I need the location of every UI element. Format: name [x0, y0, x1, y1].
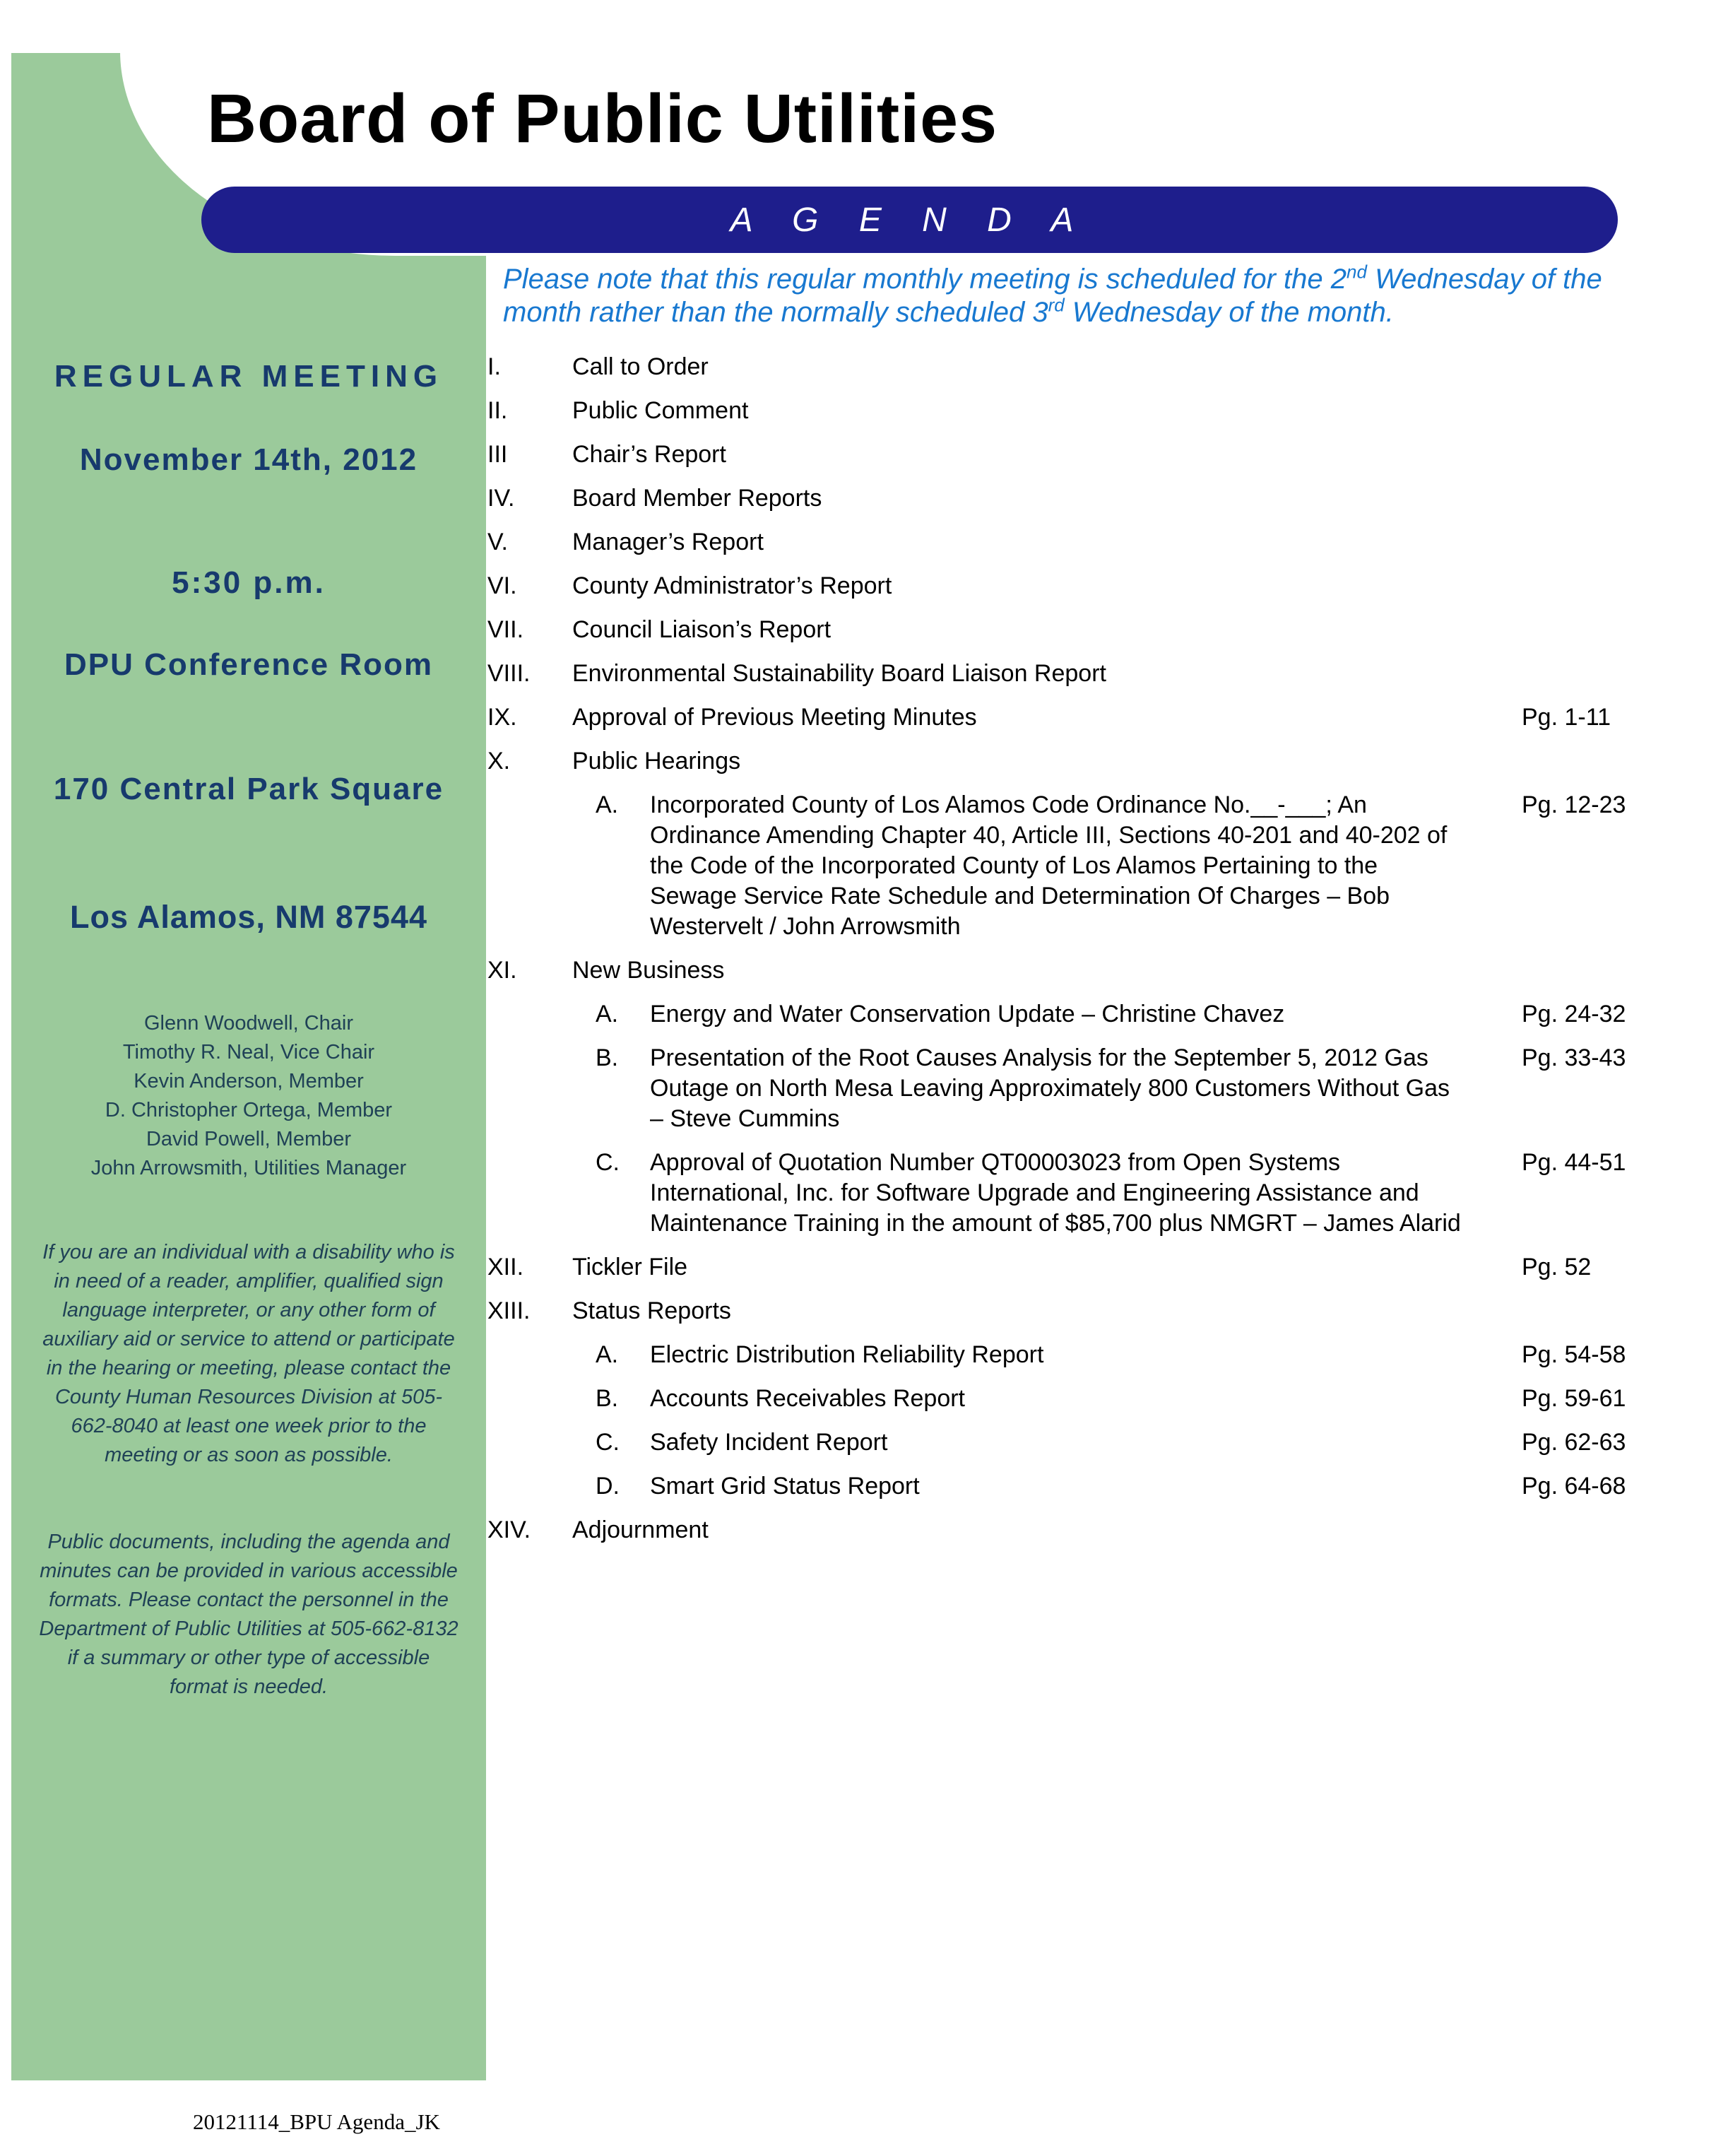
board-member: Timothy R. Neal, Vice Chair — [122, 1041, 375, 1064]
item-page: Pg. 52 — [1522, 1254, 1592, 1280]
item-text: Status Reports — [572, 1297, 731, 1324]
item-page: Pg. 64-68 — [1522, 1473, 1626, 1500]
agenda-item — [487, 396, 1632, 426]
item-text: Approval of Previous Meeting Minutes — [572, 704, 977, 731]
agenda-item — [487, 440, 1632, 470]
item-numeral: III — [487, 441, 508, 468]
subitem-text: Accounts Receivables Report — [650, 1385, 966, 1412]
agenda-list — [487, 352, 1632, 1559]
item-page: Pg. 54-58 — [1522, 1341, 1626, 1368]
item-numeral: XI. — [487, 957, 517, 984]
item-numeral: V. — [487, 529, 509, 555]
agenda-item — [487, 746, 1632, 777]
agenda-item — [487, 659, 1632, 689]
agenda-banner-label: A G E N D A — [730, 201, 1089, 239]
item-text: New Business — [572, 957, 725, 984]
subitem-letter: C. — [596, 1149, 620, 1176]
board-member: Kevin Anderson, Member — [134, 1070, 364, 1092]
item-numeral: I. — [487, 353, 501, 380]
meeting-location-city: Los Alamos, NM 87544 — [69, 899, 427, 935]
meeting-type-heading: REGULAR MEETING — [54, 359, 444, 394]
public-documents-notice: Public documents, including the agenda and minutes can be provided in various accessible formats. Please contact the personnel in the Department of Public Utilities at 505-662-8132 if a summary or other type of accessible format is needed. — [39, 1531, 458, 1698]
item-text: Council Liaison’s Report — [572, 616, 832, 643]
agenda-item — [487, 483, 1632, 514]
subitem-letter: A. — [596, 791, 619, 818]
item-numeral: II. — [487, 397, 508, 424]
item-numeral: VIII. — [487, 660, 531, 687]
subitem-letter: C. — [596, 1429, 620, 1456]
agenda-subitem — [487, 1148, 1632, 1239]
board-member: John Arrowsmith, Utilities Manager — [90, 1157, 407, 1179]
item-numeral: XIII. — [487, 1297, 531, 1324]
item-page: Pg. 44-51 — [1522, 1149, 1626, 1176]
agenda-item — [487, 1515, 1632, 1545]
item-page: Pg. 24-32 — [1522, 1001, 1626, 1027]
notice-text: Wednesday of the month rather than the normally scheduled 3 — [503, 264, 1602, 328]
ada-accessibility-notice: If you are an individual with a disability who is in need of a reader, amplifier, qualified sign language interpreter, or any other form of auxiliary aid or service to attend or participate in the hearing or meeting, please contact the County Human Resources Division at 505-662-8040 at least one week prior to the meeting or as soon as possible. — [42, 1241, 455, 1466]
item-numeral: XII. — [487, 1254, 524, 1280]
item-page: Pg. 62-63 — [1522, 1429, 1626, 1456]
agenda-subitem — [487, 999, 1632, 1030]
agenda-subitem — [487, 1043, 1632, 1134]
item-page: Pg. 12-23 — [1522, 791, 1626, 818]
agenda-item — [487, 1296, 1632, 1326]
meeting-time: 5:30 p.m. — [172, 565, 326, 600]
subitem-letter: A. — [596, 1341, 619, 1368]
page-title: Board of Public Utilities — [207, 80, 998, 157]
agenda-subitem — [487, 1340, 1632, 1370]
item-text: Manager’s Report — [572, 529, 764, 555]
subitem-letter: A. — [596, 1001, 619, 1027]
item-page: Pg. 33-43 — [1522, 1044, 1626, 1071]
subitem-text: Electric Distribution Reliability Report — [650, 1341, 1044, 1368]
agenda-banner — [201, 187, 1618, 253]
item-numeral: IV. — [487, 485, 515, 512]
notice-text: Please note that this regular monthly meeting is scheduled for the 2 — [503, 264, 1347, 295]
agenda-subitem — [487, 1384, 1632, 1414]
agenda-subitem — [487, 790, 1632, 942]
subitem-letter: B. — [596, 1385, 619, 1412]
item-text: Tickler File — [572, 1254, 688, 1280]
item-text: Call to Order — [572, 353, 709, 380]
item-text: Board Member Reports — [572, 485, 822, 512]
board-members-list — [11, 1009, 486, 1183]
notice-superscript: rd — [1048, 294, 1065, 316]
meeting-location-room: DPU Conference Room — [64, 647, 434, 682]
agenda-item — [487, 615, 1632, 645]
notice-superscript: nd — [1347, 261, 1367, 283]
agenda-item — [487, 702, 1632, 733]
item-page: Pg. 59-61 — [1522, 1385, 1626, 1412]
item-numeral: VII. — [487, 616, 524, 643]
agenda-item — [487, 1252, 1632, 1283]
subitem-text: Safety Incident Report — [650, 1429, 888, 1456]
subitem-text: Incorporated County of Los Alamos Code Ordinance No.__-___; An Ordinance Amending Chapter 40, Article III, Sections 40-201 and 40-202 of the Code of the Incorporated County of Los Alamos Pertaining to the Sewage Service Rate Schedule and Determination Of Charges – Bob Westervelt / John Arrowsmith — [650, 791, 1448, 940]
agenda-item — [487, 571, 1632, 601]
subitem-letter: D. — [596, 1473, 620, 1500]
item-text: Adjournment — [572, 1516, 709, 1543]
item-text: Environmental Sustainability Board Liaison Report — [572, 660, 1106, 687]
notice-text: Wednesday of the month. — [1064, 297, 1394, 328]
agenda-subitem — [487, 1427, 1632, 1458]
board-member: Glenn Woodwell, Chair — [143, 1012, 354, 1035]
agenda-subitem — [487, 1471, 1632, 1502]
meeting-location-address: 170 Central Park Square — [53, 772, 444, 806]
item-text: Public Hearings — [572, 748, 741, 774]
schedule-notice — [503, 263, 1647, 329]
item-text: Chair’s Report — [572, 441, 726, 468]
document-filename: 20121114_BPU Agenda_JK — [193, 2109, 440, 2134]
item-text: County Administrator’s Report — [572, 572, 892, 599]
item-numeral: XIV. — [487, 1516, 531, 1543]
board-member: David Powell, Member — [146, 1128, 352, 1150]
subitem-letter: B. — [596, 1044, 619, 1071]
item-page: Pg. 1-11 — [1522, 704, 1611, 731]
item-numeral: IX. — [487, 704, 517, 731]
board-member: D. Christopher Ortega, Member — [105, 1099, 393, 1121]
agenda-item — [487, 955, 1632, 986]
subitem-text: Approval of Quotation Number QT00003023 from Open Systems International, Inc. for Software Upgrade and Engineering Assistance and Maintenance Training in the amount of $85,700 plus NMGRT – James Alarid — [650, 1149, 1461, 1237]
item-text: Public Comment — [572, 397, 749, 424]
agenda-item — [487, 352, 1632, 382]
item-numeral: X. — [487, 748, 511, 774]
subitem-text: Energy and Water Conservation Update – Christine Chavez — [650, 1001, 1285, 1027]
meeting-date: November 14th, 2012 — [79, 442, 418, 477]
subitem-text: Smart Grid Status Report — [650, 1473, 920, 1500]
agenda-item — [487, 527, 1632, 558]
item-numeral: VI. — [487, 572, 517, 599]
subitem-text: Presentation of the Root Causes Analysis for the September 5, 2012 Gas Outage on North Mesa Leaving Approximately 800 Customers Without Gas – Steve Cummins — [650, 1044, 1450, 1132]
